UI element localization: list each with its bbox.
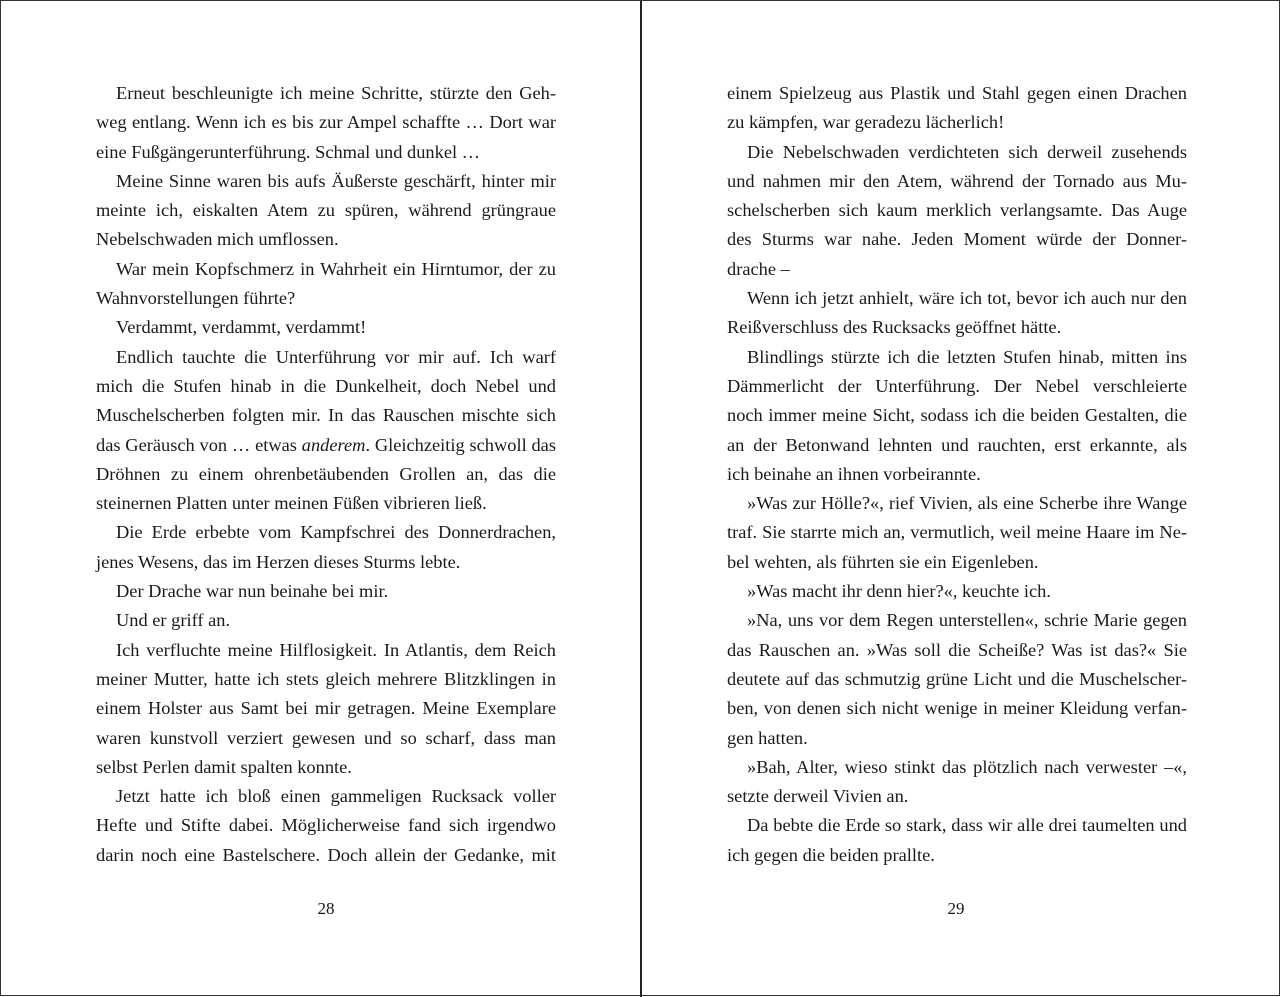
text-line: ben, von denen sich nicht wenige in meiner Kleidung verfan-	[727, 698, 1187, 719]
text-line: an der Betonwand lehnten und rauchten, erst erkannte, als	[727, 434, 1187, 455]
text-line: Erneut beschleunigte ich meine Schritte, stürzte den Geh-	[116, 83, 556, 103]
text-line: das Rauschen an. »Was soll die Scheiße? Was ist das?« Sie	[727, 639, 1187, 660]
text-line: einem Holster aus Samt bei mir getragen. Meine Exemplare	[96, 698, 556, 719]
paragraph	[96, 343, 556, 519]
paragraph	[727, 79, 1187, 138]
text-line: steinernen Platten unter meinen Füßen vibrieren ließ.	[96, 493, 487, 514]
paragraph	[96, 782, 556, 870]
paragraph	[96, 79, 556, 167]
text-line: Muschelscherben folgten mir. In das Rauschen mischte sich	[96, 405, 556, 426]
text-line: ich gegen die beiden prallte.	[727, 844, 935, 865]
text-line: Da bebte die Erde so stark, dass wir alle drei taumelten und	[747, 815, 1187, 836]
text-line: weg entlang. Wenn ich es bis zur Ampel schaffte … Dort war	[96, 112, 556, 133]
text-line: setzte derweil Vivien an.	[727, 786, 909, 807]
paragraph	[96, 167, 556, 255]
left-page-number: 28	[317, 899, 335, 918]
text-line: Hefte und Stifte dabei. Möglicherweise fand sich irgendwo	[96, 815, 556, 836]
paragraph	[96, 255, 556, 314]
paragraph	[727, 606, 1187, 752]
text-line: Die Nebelschwaden verdichteten sich derweil zusehends	[747, 141, 1187, 162]
text-line: eine Fußgängerunterführung. Schmal und dunkel …	[96, 141, 481, 162]
paragraph	[727, 753, 1187, 812]
text-line: darin noch eine Bastelschere. Doch allein der Gedanke, mit	[96, 844, 556, 865]
paragraph	[96, 577, 556, 606]
text-line: zu kämpfen, war geradezu lächerlich!	[727, 112, 1005, 133]
text-line: ich beinahe an ihnen vorbeirannte.	[727, 463, 981, 484]
paragraph	[96, 606, 556, 635]
text-line: Blindlings stürzte ich die letzten Stufen hinab, mitten ins	[747, 346, 1187, 367]
text-line: deutete auf das schmutzig grüne Licht und die Muschelscher-	[727, 668, 1187, 689]
text-line: selbst Perlen damit spalten konnte.	[96, 756, 352, 777]
paragraph	[727, 138, 1187, 284]
text-line: gen hatten.	[727, 727, 808, 748]
text-line: »Na, uns vor dem Regen unterstellen«, schrie Marie gegen	[747, 610, 1187, 631]
text-line: bel wehten, als führten sie ein Eigenleben.	[727, 551, 1039, 572]
text-line: War mein Kopfschmerz in Wahrheit ein Hirntumor, der zu	[116, 258, 556, 279]
text-line: Dämmerlicht der Unterführung. Der Nebel verschleierte	[727, 375, 1187, 396]
text-line: drache –	[727, 258, 790, 279]
text-line: Ich verfluchte meine Hilflosigkeit. In Atlantis, dem Reich	[116, 639, 556, 660]
right-page-body	[727, 79, 1187, 870]
text-line: das Geräusch von … etwas anderem. Gleichzeitig schwoll das	[96, 434, 556, 455]
paragraph	[727, 577, 1187, 606]
text-line: schelscherben sich kaum merklich verlangsamte. Das Auge	[727, 200, 1187, 221]
text-line: einem Spielzeug aus Plastik und Stahl gegen einen Drachen	[727, 83, 1187, 103]
text-line: traf. Sie starrte mich an, vermutlich, weil meine Haare im Ne-	[727, 522, 1187, 543]
text-line: Dröhnen zu einem ohrenbetäubenden Grollen an, das die	[96, 463, 556, 484]
text-line: Jetzt hatte ich bloß einen gammeligen Rucksack voller	[116, 786, 556, 807]
text-line: Endlich tauchte die Unterführung vor mir auf. Ich warf	[116, 346, 556, 367]
text-line: Reißverschluss des Rucksacks geöffnet hätte.	[727, 317, 1062, 338]
text-line: »Was macht ihr denn hier?«, keuchte ich.	[747, 581, 1051, 602]
text-line: meiner Mutter, hatte ich stets gleich mehrere Blitzklingen in	[96, 668, 556, 689]
paragraph	[727, 284, 1187, 343]
text-line: »Bah, Alter, wieso stinkt das plötzlich nach verwester –«,	[747, 756, 1187, 777]
page-gutter-divider	[640, 1, 642, 997]
text-line: noch immer meine Sicht, sodass ich die beiden Gestalten, die	[727, 405, 1187, 426]
text-line: Meine Sinne waren bis aufs Äußerste geschärft, hinter mir	[116, 170, 556, 191]
paragraph	[727, 489, 1187, 577]
text-line: und nahmen mir den Atem, während der Tornado aus Mu-	[727, 170, 1187, 191]
paragraph	[727, 811, 1187, 870]
text-line: Der Drache war nun beinahe bei mir.	[116, 581, 389, 602]
text-line: meinte ich, eiskalten Atem zu spüren, während grüngraue	[96, 200, 556, 221]
text-line: Nebelschwaden mich umflossen.	[96, 229, 339, 250]
emphasized-word: anderem	[301, 434, 366, 455]
text-line: Die Erde erbebte vom Kampfschrei des Donnerdrachen,	[116, 522, 556, 543]
text-line: Wenn ich jetzt anhielt, wäre ich tot, bevor ich auch nur den	[747, 288, 1187, 309]
text-line: mich die Stufen hinab in die Dunkelheit, doch Nebel und	[96, 375, 556, 396]
paragraph	[96, 636, 556, 782]
text-line: jenes Wesens, das im Herzen dieses Sturms lebte.	[96, 551, 461, 572]
text-line: waren kunstvoll verziert gewesen und so scharf, dass man	[96, 727, 556, 748]
text-line: »Was zur Hölle?«, rief Vivien, als eine Scherbe ihre Wange	[747, 493, 1187, 514]
paragraph	[96, 313, 556, 342]
right-page-number: 29	[947, 899, 965, 918]
text-line: des Sturms war nahe. Jeden Moment würde der Donner-	[727, 229, 1187, 250]
text-line: Und er griff an.	[116, 610, 231, 631]
paragraph	[96, 518, 556, 577]
paragraph	[727, 343, 1187, 489]
left-page-body	[96, 79, 556, 870]
text-line: Wahnvorstellungen führte?	[96, 288, 296, 309]
text-line: Verdammt, verdammt, verdammt!	[116, 317, 367, 338]
